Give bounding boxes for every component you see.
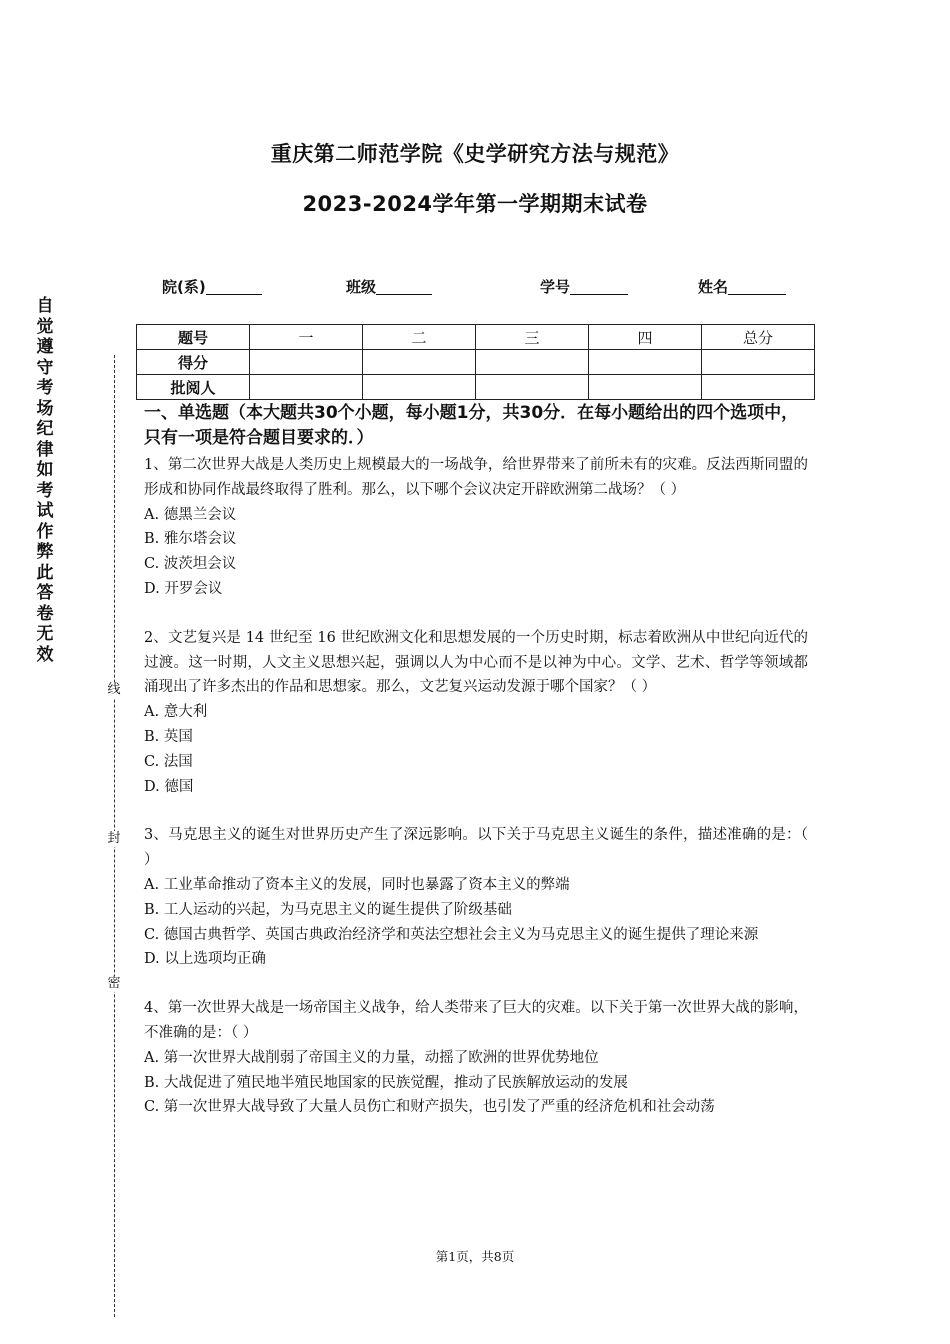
dept-field bbox=[162, 276, 262, 297]
score-cell[interactable] bbox=[250, 350, 363, 375]
score-cell[interactable] bbox=[702, 350, 815, 375]
grader-cell[interactable] bbox=[702, 375, 815, 400]
cut-mark-feng: 封 bbox=[107, 831, 121, 846]
question-stem: 2、文艺复兴是 14 世纪至 16 世纪欧洲文化和思想发展的一个历史时期，标志着欧洲从中世纪向近代的过渡。这一时期，人文主义思想兴起，强调以人为中心而不是以神为中心。文学、艺术、哲学等领域都涌现出了许多杰出的作品和思想家。那么，文艺复兴运动发源于哪个国家？（ ） bbox=[144, 629, 808, 696]
score-table-header-row bbox=[137, 325, 815, 350]
option-d[interactable]: D. 德国 bbox=[144, 778, 194, 795]
option-b[interactable]: B. 工人运动的兴起，为马克思主义的诞生提供了阶级基础 bbox=[144, 901, 512, 918]
class-field bbox=[346, 276, 432, 297]
question-stem: 3、马克思主义的诞生对世界历史产生了深远影响。以下关于马克思主义诞生的条件，描述准确的是：（ ） bbox=[144, 827, 808, 869]
option-b[interactable]: B. 雅尔塔会议 bbox=[144, 531, 237, 548]
exam-discipline-warning: 自觉遵守考场纪律如考试作弊此答卷无效 bbox=[36, 296, 54, 665]
question-stem: 1、第二次世界大战是人类历史上规模最大的一场战争，给世界带来了前所未有的灾难。反法西斯同盟的形成和协同作战最终取得了胜利。那么，以下哪个会议决定开辟欧洲第二战场？（ ） bbox=[144, 457, 808, 498]
exam-title-line2: 2023-2024学年第一学期期末试卷 bbox=[302, 192, 648, 216]
score-table bbox=[136, 324, 815, 400]
grader-row-label: 批阅人 bbox=[137, 375, 250, 400]
dept-blank[interactable] bbox=[206, 278, 262, 295]
option-a[interactable]: A. 第一次世界大战削弱了帝国主义的力量，动摇了欧洲的世界优势地位 bbox=[144, 1049, 599, 1066]
page-number: 第1页，共8页 bbox=[435, 1249, 515, 1264]
grader-cell[interactable] bbox=[589, 375, 702, 400]
score-header-cell: 总分 bbox=[702, 325, 815, 350]
score-header-cell: 题号 bbox=[137, 325, 250, 350]
option-d[interactable]: D. 以上选项均正确 bbox=[144, 951, 266, 968]
question-4 bbox=[144, 996, 808, 1120]
option-a[interactable]: A. 意大利 bbox=[144, 704, 208, 721]
score-header-cell: 一 bbox=[250, 325, 363, 350]
class-label: 班级 bbox=[346, 278, 377, 296]
exam-title-line1: 重庆第二师范学院《史学研究方法与规范》 bbox=[270, 142, 680, 166]
question-stem: 4、第一次世界大战是一场帝国主义战争，给人类带来了巨大的灾难。以下关于第一次世界大战的影响，不准确的是：（ ） bbox=[144, 1000, 808, 1041]
score-cell[interactable] bbox=[589, 350, 702, 375]
question-1 bbox=[144, 453, 808, 602]
grader-cell[interactable] bbox=[363, 375, 476, 400]
option-a[interactable]: A. 德黑兰会议 bbox=[144, 506, 237, 523]
option-c[interactable]: C. 第一次世界大战导致了大量人员伤亡和财产损失，也引发了严重的经济危机和社会动荡 bbox=[144, 1099, 715, 1116]
option-c[interactable]: C. 波茨坦会议 bbox=[144, 556, 237, 573]
option-c[interactable]: C. 德国古典哲学、英国古典政治经济学和英法空想社会主义为马克思主义的诞生提供了理论来源 bbox=[144, 926, 759, 943]
grader-cell[interactable] bbox=[250, 375, 363, 400]
name-label: 姓名 bbox=[698, 278, 729, 296]
option-b[interactable]: B. 大战促进了殖民地半殖民地国家的民族觉醒，推动了民族解放运动的发展 bbox=[144, 1074, 628, 1091]
grader-cell[interactable] bbox=[476, 375, 589, 400]
question-3 bbox=[144, 823, 808, 972]
cut-mark-mi: 密 bbox=[107, 976, 121, 991]
grader-table-row bbox=[137, 375, 815, 400]
score-cell[interactable] bbox=[363, 350, 476, 375]
exam-content bbox=[144, 401, 808, 1144]
option-a[interactable]: A. 工业革命推动了资本主义的发展，同时也暴露了资本主义的弊端 bbox=[144, 876, 570, 893]
option-b[interactable]: B. 英国 bbox=[144, 728, 193, 745]
score-header-cell: 四 bbox=[589, 325, 702, 350]
student-id-label: 学号 bbox=[540, 278, 571, 296]
score-row-label: 得分 bbox=[137, 350, 250, 375]
section-title: 一、单选题（本大题共30个小题，每小题1分，共30分．在每小题给出的四个选项中，只有一项是符合题目要求的．） bbox=[144, 403, 799, 448]
question-2 bbox=[144, 626, 808, 800]
class-blank[interactable] bbox=[376, 278, 432, 295]
dept-label: 院(系) bbox=[162, 278, 206, 296]
cut-mark-xian: 线 bbox=[107, 682, 121, 697]
name-field bbox=[698, 276, 786, 297]
score-cell[interactable] bbox=[476, 350, 589, 375]
student-id-blank[interactable] bbox=[570, 278, 628, 295]
option-c[interactable]: C. 法国 bbox=[144, 753, 193, 770]
student-id-field bbox=[540, 276, 628, 297]
score-header-cell: 二 bbox=[363, 325, 476, 350]
score-header-cell: 三 bbox=[476, 325, 589, 350]
option-d[interactable]: D. 开罗会议 bbox=[144, 580, 223, 597]
name-blank[interactable] bbox=[728, 278, 786, 295]
score-table-row bbox=[137, 350, 815, 375]
